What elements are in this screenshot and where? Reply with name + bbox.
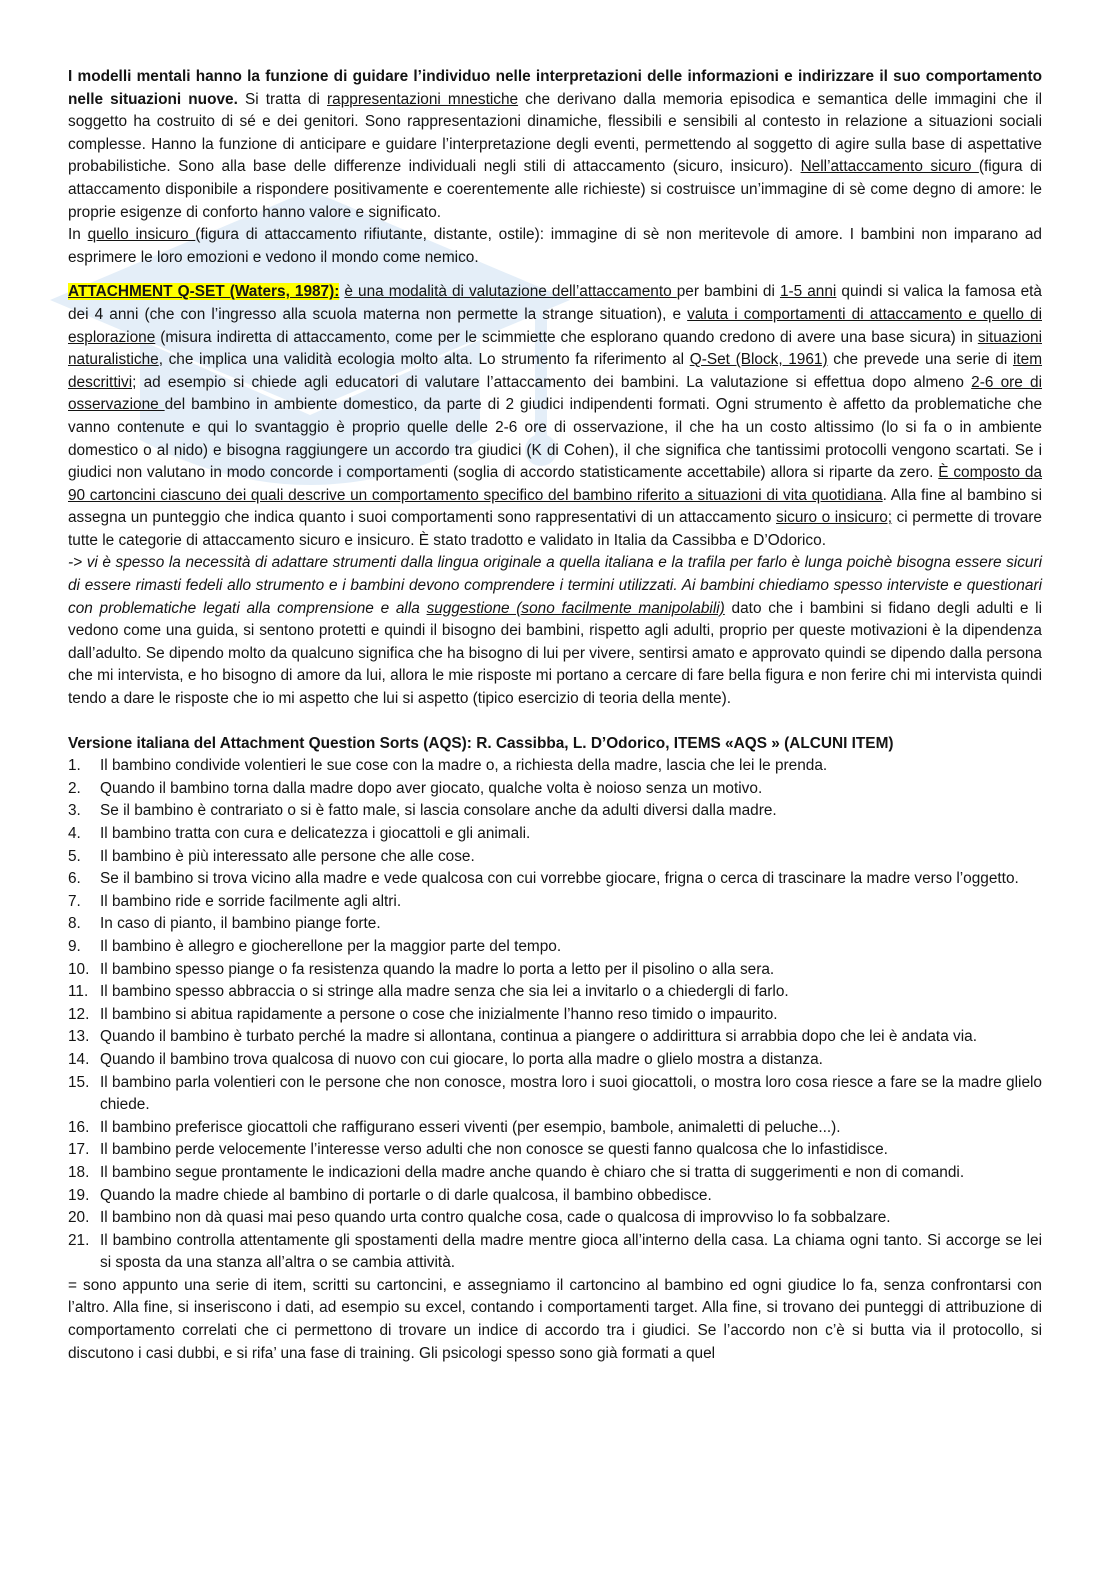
item-number: 2. xyxy=(68,779,81,797)
item-number: 8. xyxy=(68,915,81,933)
list-item xyxy=(68,868,1042,891)
item-text: Il bambino spesso piange o fa resistenza quando la madre lo porta a letto per il pisolino o alla sera. xyxy=(100,960,775,978)
item-number: 6. xyxy=(68,870,81,888)
item-number: 10. xyxy=(68,960,90,978)
highlighted-heading: ATTACHMENT Q-SET (Waters, 1987): xyxy=(68,283,340,301)
underlined-term: rappresentazioni mnestiche xyxy=(327,90,519,108)
list-item xyxy=(68,1072,1042,1117)
list-item xyxy=(68,1185,1042,1208)
item-number: 14. xyxy=(68,1050,90,1068)
list-item xyxy=(68,936,1042,959)
underlined-term: è una modalità di valutazione dell’attaccamento xyxy=(344,283,677,301)
document-page xyxy=(68,66,1042,1365)
item-number: 13. xyxy=(68,1028,90,1046)
list-item xyxy=(68,1117,1042,1140)
item-number: 18. xyxy=(68,1163,90,1181)
item-text: Il bambino perde velocemente l’interesse verso adulti che non conosce se questi fanno qualcosa che lo infastidisce. xyxy=(100,1141,888,1159)
list-item xyxy=(68,1162,1042,1185)
underlined-term: sicuro o insicuro; xyxy=(776,509,893,527)
underlined-term: Nell’attaccamento sicuro xyxy=(800,158,979,176)
italic-note: -> vi è spesso la necessità di adattare strumenti dalla lingua originale a quella italiana e la trafila per farlo è lunga poichè bisogna essere sicuri di essere rimasti fedeli allo strumento e i bambini devono comprendere i termini utilizzati. Ai bambini chiediamo spesso interviste e questionari con problematiche legati alla comprensione e alla xyxy=(68,554,1042,617)
underlined-term: quello insicuro xyxy=(87,226,196,244)
item-text: Il bambino tratta con cura e delicatezza i giocattoli e gli animali. xyxy=(100,825,531,842)
underlined-term: suggestione (sono facilmente manipolabili) xyxy=(426,599,725,617)
item-number: 1. xyxy=(68,757,81,775)
list-item xyxy=(68,1230,1042,1275)
item-text: Il bambino si abitua rapidamente a persone o cose che inizialmente l’hanno reso timido o impaurito. xyxy=(100,1005,778,1023)
underlined-term: item descrittivi; xyxy=(68,351,1043,391)
paragraph-adaptation-note: -> vi è spesso la necessità di adattare strumenti dalla lingua originale a quella italiana e la trafila per farlo è lunga poichè bisogna essere sicuri di essere rimasti fedeli allo strumento e i bambini devono comprendere i termini utilizzati. Ai bambini chiediamo spesso interviste e questionari con problematiche legati alla comprensione e alla suggestione (sono facilmente manipolabili) dato che i bambini si fidano degli adulti e li vedono come una guida, si sentono protetti e quindi il bisogno dei bambini, rispetto agli adulti, proprio per queste motivazioni è la dipendenza dall’adulto. Se dipendo molto da qualcuno significa che ha bisogno di lui per vivere, sentirsi amato e approvato quindi se dipendo dalla persona che mi intervista, e ho bisogno di amore da lui, allora le mie risposte mi portano a cercare di fare bella figura e non ferire chi mi intervista quindi tendo a dare le risposte che io mi aspetto che lui si aspetto (tipico esercizio di teoria della mente). xyxy=(68,554,1042,708)
item-number: 9. xyxy=(68,937,81,955)
item-text: Il bambino ride e sorride facilmente agli altri. xyxy=(100,892,402,910)
item-text: Il bambino segue prontamente le indicazioni della madre anche quando è chiaro che si tratta di suggerimenti e non di comandi. xyxy=(100,1163,965,1181)
list-item xyxy=(68,846,1042,869)
list-item xyxy=(68,891,1042,914)
aqs-heading: Versione italiana del Attachment Question Sorts (AQS): R. Cassibba, L. D’Odorico, ITEMS «AQS » (ALCUNI ITEM) xyxy=(68,734,894,752)
list-item xyxy=(68,823,1042,846)
item-text: In caso di pianto, il bambino piange forte. xyxy=(100,915,381,933)
item-number: 15. xyxy=(68,1073,90,1091)
item-text: Se il bambino è contrariato o si è fatto male, si lascia consolare anche da adulti diversi dalla madre. xyxy=(100,802,777,820)
list-item xyxy=(68,959,1042,982)
item-text: Il bambino controlla attentamente gli spostamenti della madre mentre gioca all’interno della casa. La chiama ogni tanto. Si accorge se lei si sposta da una stanza all’altra o se cambia attività. xyxy=(100,1231,1042,1272)
item-text: Il bambino condivide volentieri le sue cose con la madre o, a richiesta della madre, lascia che lei le prenda. xyxy=(100,757,828,775)
item-number: 7. xyxy=(68,892,81,910)
list-item xyxy=(68,1026,1042,1049)
item-number: 17. xyxy=(68,1141,90,1159)
item-number: 11. xyxy=(68,983,89,1001)
item-number: 4. xyxy=(68,825,81,842)
item-text: Se il bambino si trova vicino alla madre e vede qualcosa con cui vorrebbe giocare, frigna o cerca di trascinare la madre verso l’oggetto. xyxy=(100,870,1019,888)
item-text: Il bambino è più interessato alle persone che alle cose. xyxy=(100,847,475,865)
item-text: Il bambino spesso abbraccia o si stringe alla madre senza che sia lei a invitarlo o a chiedergli di farlo. xyxy=(100,983,789,1001)
list-item xyxy=(68,1139,1042,1162)
item-number: 21. xyxy=(68,1231,90,1249)
item-text: Il bambino preferisce giocattoli che raffigurano esseri viventi (per esempio, bambole, animaletti di peluche...). xyxy=(100,1118,841,1136)
paragraph-insecure: In quello insicuro (figura di attaccamento rifiutante, distante, ostile): immagine di sè non meritevole di amore. I bambini non imparano ad esprimere le loro emozioni e vedono il mondo come nemico. xyxy=(68,226,1042,266)
paragraph-attachment-q-set: ATTACHMENT Q-SET (Waters, 1987): è una modalità di valutazione dell’attaccamento per bambini di 1-5 anni quindi si valica la famosa età dei 4 anni (che con l’ingresso alla scuola materna non permette la strange situation), e valuta i comportamenti di attaccamento e quello di esplorazione (misura indiretta di attaccamento, come per le scimmiette che esplorano quando credono di avere una base sicura) in situazioni naturalistiche, che implica una validità ecologia molto alta. Lo strumento fa riferimento al Q-Set (Block, 1961) che prevede una serie di item descrittivi; ad esempio si chiede agli educatori di valutare l’attaccamento dei bambini. La valutazione si effettua dopo almeno 2-6 ore di osservazione del bambino in ambiente domestico, da parte di 2 giudici indipendenti formati. Ogni strumento è affetto da problematiche che vanno contenute e qui lo svantaggio è proprio quelle delle 2-6 ore di osservazione, il che ha un costo altissimo (lo si fa o in ambiente domestico o al nido) e bisogna raggiungere un accordo tra giudici (K di Cohen), il che significa che tantissimi protocolli vengono scartati. Se i giudici non valutano in modo concorde i comportamenti (soglia di accordo statisticamente accettabile) allora si riparte da zero. È composto da 90 cartoncini ciascuno dei quali descrive un comportamento specifico del bambino riferito a situazioni di vita quotidiana. Alla fine al bambino si assegna un punteggio che indica quanto i suoi comportamenti sono rappresentativi di un attaccamento sicuro o insicuro; ci permette di trovare tutte le categorie di attaccamento sicuro e insicuro. È stato tradotto e validato in Italia da Cassibba e D’Odorico. xyxy=(68,283,1043,549)
item-text: Il bambino non dà quasi mai peso quando urta contro qualche cosa, cade o qualcosa di improvviso lo fa sobbalzare. xyxy=(100,1209,891,1227)
item-text: Quando il bambino è turbato perché la madre si allontana, continua a piangere o addirittura si arrabbia dopo che lei è andata via. xyxy=(100,1028,977,1046)
underlined-term: È composto da 90 cartoncini ciascuno dei quali descrive un comportamento specifico del bambino riferito a situazioni di vita quotidiana xyxy=(68,464,1042,504)
list-item xyxy=(68,755,1042,778)
paragraph-mental-models: I modelli mentali hanno la funzione di guidare l’individuo nelle interpretazioni delle informazioni e indirizzare il suo comportamento nelle situazioni nuove. Si tratta di rappresentazioni mnestiche che derivano dalla memoria episodica e semantica delle immagini che il soggetto ha costruito di sé e dei genitori. Sono rappresentazioni dinamiche, flessibili e sensibili al contesto in relazione a situazioni sociali complesse. Hanno la funzione di anticipare e guidare l’interpretazione degli eventi, permettendo al soggetto di agire sulla base di aspettative probabilistiche. Sono alla base delle differenze individuali negli stili di attaccamento (sicuro, insicuro). Nell’attaccamento sicuro (figura di attaccamento disponibile a rispondere positivamente e coerentemente alle richieste) si costruisce un’immagine di sè come degno di amore: le proprie esigenze di conforto hanno valore e significato. xyxy=(68,68,1042,221)
list-item xyxy=(68,913,1042,936)
bold-intro: I modelli mentali hanno la funzione di guidare l’individuo nelle interpretazioni delle informazioni e indirizzare il suo comportamento nelle situazioni nuove. xyxy=(68,68,1042,108)
item-number: 16. xyxy=(68,1118,90,1136)
list-item xyxy=(68,1004,1042,1027)
list-item xyxy=(68,981,1042,1004)
item-number: 19. xyxy=(68,1186,90,1204)
list-item xyxy=(68,778,1042,801)
underlined-term: 1-5 anni xyxy=(779,283,837,301)
item-number: 12. xyxy=(68,1005,90,1023)
list-item xyxy=(68,1207,1042,1230)
list-item xyxy=(68,800,1042,823)
item-number: 3. xyxy=(68,802,81,820)
item-number: 5. xyxy=(68,847,81,865)
item-text: Quando il bambino trova qualcosa di nuovo con cui giocare, lo porta alla madre o glielo mostra a distanza. xyxy=(100,1050,823,1068)
paragraph-closing: = sono appunto una serie di item, scritti su cartoncini, e assegniamo il cartoncino al bambino ed ogni giudice lo fa, senza confrontarsi con l’altro. Alla fine, si inseriscono i dati, ad esempio su excel, contando i comportamenti target. Alla fine, si trovano dei punteggi di attribuzione di comportamento correlati che ci permettono di trovare un indice di accordo tra i giudici. Se l’accordo non c’è si butta via il protocollo, si discutono i casi dubbi, e si rifa’ una fase di training. Gli psicologi spesso sono già formati a quel xyxy=(68,1276,1042,1362)
underlined-term: 2-6 ore di osservazione xyxy=(68,373,1042,414)
underlined-term: Q-Set (Block, 1961) xyxy=(689,351,828,369)
underlined-term: valuta i comportamenti di attaccamento e quello di esplorazione xyxy=(68,305,1042,346)
item-text: Il bambino parla volentieri con le persone che non conosce, mostra loro i suoi giocattoli, o mostra loro cosa riesce a fare se la madre glielo chiede. xyxy=(100,1073,1042,1114)
item-number: 20. xyxy=(68,1209,90,1227)
list-item xyxy=(68,1049,1042,1072)
item-text: Il bambino è allegro e giocherellone per la maggior parte del tempo. xyxy=(100,937,562,955)
underlined-term: situazioni naturalistiche xyxy=(68,328,1042,369)
item-text: Quando la madre chiede al bambino di portarle o di darle qualcosa, il bambino obbedisce. xyxy=(100,1186,712,1204)
aqs-item-list xyxy=(68,755,1042,1275)
item-text: Quando il bambino torna dalla madre dopo aver giocato, qualche volta è noioso senza un motivo. xyxy=(100,779,763,797)
